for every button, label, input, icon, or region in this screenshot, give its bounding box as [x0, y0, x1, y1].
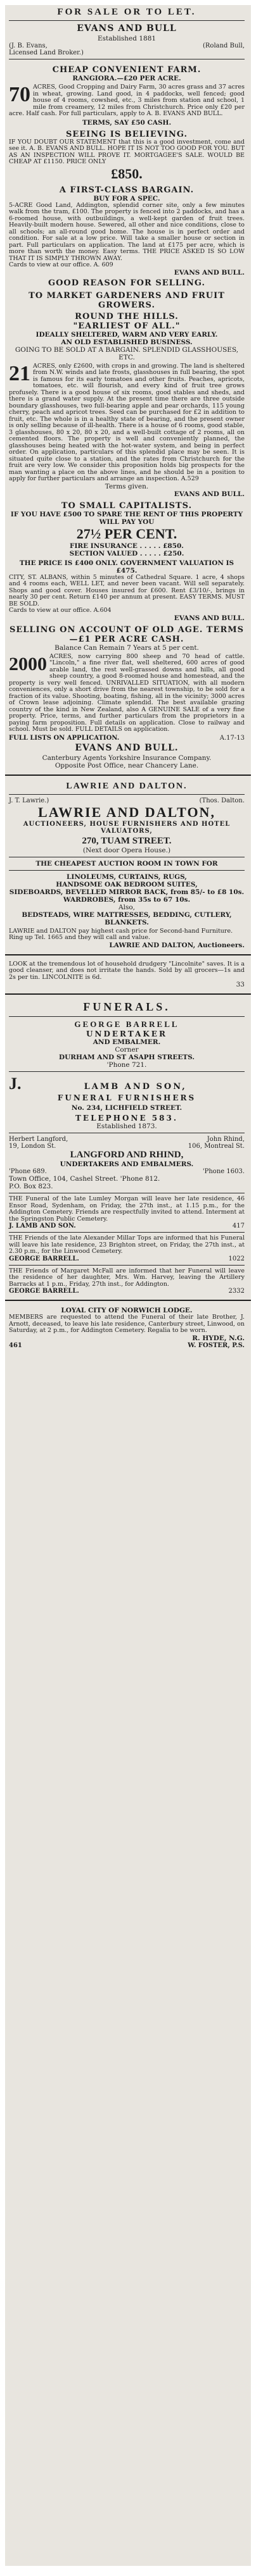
classifieds-header: [5, 5, 251, 63]
section-title: FOR SALE OR TO LET.: [57, 7, 196, 17]
ad-title: A FIRST-CLASS BARGAIN.: [59, 185, 195, 195]
ad-title: CHEAP CONVENIENT FARM.: [52, 65, 202, 75]
funerals-section: [5, 999, 251, 1296]
ad-price: £850.: [111, 165, 143, 182]
ad-lawrie-dalton: [5, 780, 251, 950]
ad-title: TO MARKET GARDENERS AND FRUIT GROWERS.: [29, 290, 225, 310]
lawrie-body: LAWRIE and DALTON pay highest cash price for Second-hand Furniture.: [9, 927, 233, 935]
notice-body: THE Friends of Margaret McFall are informed that her Funeral will leave the residence of her daughter, Mrs. Wm. Harvey, leaving the Artillery Barracks at 1 p.m., Friday, 27th inst., for Addington.: [9, 1267, 245, 1288]
lawrie-footer: LAWRIE AND DALTON, Auctioneers.: [109, 941, 245, 949]
barrell-role-2: AND EMBALMER.: [93, 1038, 161, 1046]
notice-sign: GEORGE BARRELL.: [9, 1288, 79, 1295]
ad-lead-number: 70: [9, 83, 30, 106]
ad-title: SEEING IS BELIEVING.: [65, 129, 188, 139]
ad-body: IF YOU HAVE £500 TO SPARE THE RENT OF THIS PROPERTY WILL PAY YOU: [10, 510, 243, 526]
ad-signature: EVANS AND BULL.: [75, 742, 179, 753]
divider: [9, 1232, 245, 1233]
lawrie-near: (Next door Opera House.): [82, 846, 171, 854]
funeral-notice-2: [9, 1235, 245, 1262]
ad-old-established: AN OLD ESTABLISHED BUSINESS.: [61, 338, 193, 346]
langford-title: LANGFORD AND RHIND,: [70, 1150, 184, 1160]
divider: [9, 1071, 245, 1072]
ad-ref: A.17-13: [219, 734, 245, 742]
langford-left: Herbert Langford,: [9, 1136, 68, 1143]
lodge-footer-left: 461: [9, 1341, 22, 1349]
langford-role: UNDERTAKERS AND EMBALMERS.: [60, 1160, 194, 1168]
notice-body: THE Funeral of the late Lumley Morgan will leave her late residence, 46 Ensor Road, Sydenham, on Friday, the 27th inst., at 1.15 p.m., for the Addington Cemetery. Friends are respectfully invited to attend. Interment at the Springston Public Cemetery.: [9, 1195, 245, 1223]
lamb-role: FUNERAL FURNISHERS: [57, 1093, 196, 1102]
divider: [9, 794, 245, 795]
langford-left-2: 19, London St.: [9, 1143, 56, 1150]
ad-fire-insurance: FIRE INSURANCE . . . . . £850.: [70, 542, 184, 550]
ad-title: TO SMALL CAPITALISTS.: [61, 501, 193, 511]
notice-ref: 1022: [228, 1255, 245, 1262]
notice-ref: 2332: [228, 1288, 245, 1295]
divider: [9, 20, 245, 21]
lawrie-line-2: HANDSOME OAK BEDROOM SUITES,: [56, 880, 198, 888]
lawrie-line-3: SIDEBOARDS, BEVELLED MIRROR BACK, from 85/- to £8 10s.: [9, 888, 245, 896]
ad-body-2: CITY, ST. ALBANS, within 5 minutes of Cathedral Square. 1 acre, 4 shops and 4 rooms each, WELL LET, and never been vacant. Will sell separately. Shops and good cover. Houses insured for £600. Rent £3/10/-, brings in nearly 30 per cent. Return £140 per annum at present. EASY TERMS. MUST BE SOLD.: [9, 573, 245, 607]
divider: [9, 1016, 245, 1017]
ad-footer: Cards to view at our office. A. 609: [9, 261, 113, 268]
ad-agents: Canterbury Agents Yorkshire Insurance Company.: [42, 754, 212, 762]
ad-footer: Cards to view at our office. A.604: [9, 607, 112, 614]
ad-price: THE PRICE IS £400 ONLY. GOVERNMENT VALUATION IS £475.: [19, 559, 234, 575]
ad-lead-number: 21: [9, 361, 30, 385]
ad-lamb-and-son: [9, 1074, 245, 1130]
ad-ideally: IDEALLY SHELTERED, WARM AND VERY EARLY.: [35, 330, 218, 339]
ad-opposite: Opposite Post Office, near Chancery Lane.: [54, 761, 199, 769]
divider: [5, 954, 251, 955]
lawrie-phone: Ring up Tel. 1665 and they will call and value.: [9, 934, 151, 941]
divider: [5, 775, 251, 776]
ad-splendid: GOING TO BE SOLD AT A BARGAIN. SPLENDID GLASSHOUSES, ETC.: [15, 345, 239, 361]
lawrie-title: LAWRIE AND DALTON,: [38, 804, 215, 820]
lamb-address: No. 234, LICHFIELD STREET.: [71, 1104, 182, 1112]
lamb-initial: J.: [9, 1074, 22, 1093]
agents-line: [9, 42, 245, 49]
ad-signature: EVANS AND BULL.: [174, 490, 245, 498]
agent-left: (J. B. Evans,: [9, 42, 48, 49]
barrell-phone: 'Phone 721.: [106, 1061, 147, 1069]
ad-seeing-believing: [5, 128, 251, 184]
notice-ref: 417: [232, 1223, 245, 1229]
lawrie-line-6: BEDSTEADS, WIRE MATTRESSES, BEDDING, CUTLERY, BLANKETS.: [22, 911, 232, 926]
lawrie-banner: LAWRIE AND DALTON.: [66, 781, 188, 791]
lincolnite-body: LOOK at the tremendous lot of household drudgery "Lincolnite" saves. It is a good cleanser, and does not irritate the hands. Sold by all grocers—1s and 2s per tin. LINCOLNITE is 6d.: [9, 960, 245, 981]
lodge-footer-right: W. FOSTER, P.S.: [188, 1341, 245, 1349]
barrell-role: UNDERTAKER: [86, 1030, 167, 1038]
ad-body: ACRES, now carrying 800 sheep and 70 head of cattle. "Lincoln," a fine river flat, well sheltered, 600 acres of good arable land, the rest well-grassed downs and hills, all good sheep country, a good 8-roomed house and homestead, and the property is very well fenced. UNRIVALLED SITUATION, with all modern conveniences, only a short drive from the nearest township, to be sold for a fraction of its value. Shooting, boating, fishing, all in the vicinity; 3000 acres of Crown lease adjoining. Climate splendid. The best available grazing country of the kind in New Zealand, also A GENUINE SALE of a very fine property. Price, terms, and further particulars from the proprietors in a paying farm proposition. Full details on application. Close to railway and school. Must be sold. FULL DETAILS on application.: [9, 652, 245, 733]
langford-town: Town Office, 104, Cashel Street. 'Phone 812.: [9, 1175, 160, 1183]
established-line: Established 1881: [97, 35, 157, 42]
ad-subheading: GOOD REASON FOR SELLING.: [48, 278, 206, 288]
lodge-notice: [5, 1305, 251, 1350]
partner-left: J. T. Lawrie.): [9, 797, 49, 804]
ad-first-class-bargain: [5, 184, 251, 289]
lamb-name: LAMB AND SON,: [84, 1082, 187, 1092]
lamb-established: Established 1873.: [96, 1123, 157, 1130]
barrell-corner: Corner: [115, 1046, 139, 1054]
funeral-notice-1: [9, 1196, 245, 1229]
ad-lincolnite: [5, 959, 251, 990]
ad-footer: FULL LISTS ON APPLICATION.: [9, 734, 120, 742]
divider: [5, 993, 251, 995]
divider: [9, 870, 245, 871]
ad-market-gardeners: [5, 289, 251, 499]
newspaper-column: [5, 5, 251, 2566]
lodge-sign: R. HYDE, N.G.: [192, 1334, 245, 1342]
divider: [5, 1300, 251, 1301]
ad-subtitle: BUY FOR A SPEC.: [93, 194, 160, 202]
notice-sign: GEORGE BARRELL.: [9, 1255, 79, 1262]
ad-signature: EVANS AND BULL.: [174, 268, 245, 277]
ad-body: ACRES, only £2600, with crops in and growing. The land is sheltered from N.W. winds and late frosts, glasshouses in full bearing, the spot is famous for its early tomatoes and other fruits. Peaches, apricots, tomatoes, etc. will flourish, and every kind of fruit tree grows profusely. There is a good house of six rooms, good stables and sheds, and there is a grand water supply. At the present time there are three outside boundary glasshouses, two full-bearing apple and pear orchards, 115 young cherry, peach and apricot trees. Seed can be purchased for £2 in addition to fruit, etc. The whole is in a healthy state of bearing, and the present owner is only selling because of ill-health. There is a house of 6 rooms, good stable, 3 glasshouses, 80 x 20, 80 x 20, and a well-built cottage of 2 rooms, all on cemented floors. The property is well and conveniently planned, the glasshouses being heated with the hot-water system, and being in perfect order. On application, particulars of this splendid place may be seen. It is situated quite close to a station, and the rates from Christchurch for the fruit are very low. We consider this proposition holds big prospects for the man wanting a place on the above lines, and he should be in a position to apply for further particulars and arrange an inspection. A.529: [9, 362, 245, 482]
notice-sign: J. LAMB AND SON.: [9, 1223, 76, 1229]
ad-location: RANGIORA.—£20 PER ACRE.: [72, 75, 181, 82]
langford-right-2: 106, Montreal St.: [188, 1143, 245, 1150]
ad-percent: 27½ PER CENT.: [76, 525, 177, 542]
funerals-title: FUNERALS.: [83, 1000, 170, 1013]
ad-footer: TERMS, SAY £50 CASH.: [82, 118, 172, 127]
ad-round-hills: ROUND THE HILLS.: [75, 311, 179, 321]
lawrie-role: AUCTIONEERS, HOUSE FURNISHERS AND HOTEL VALUATORS,: [23, 820, 231, 835]
lawrie-line-4: WARDROBES, from 35s to 67 10s.: [63, 895, 191, 904]
lincolnite-ref: 33: [236, 981, 245, 988]
ad-langford-rhind: [9, 1136, 245, 1190]
agent-left-2: Licensed Land Broker.): [9, 49, 84, 56]
lawrie-line-1: LINOLEUMS, CURTAINS, RUGS,: [67, 873, 187, 881]
lawrie-partners: [9, 797, 245, 804]
lawrie-address: 270, TUAM STREET.: [82, 835, 172, 846]
lawrie-cheapest: THE CHEAPEST AUCTION ROOM IN TOWN FOR: [35, 859, 218, 868]
langford-phone-2: 'Phone 1603.: [202, 1168, 245, 1175]
agent-right: (Roland Bull,: [203, 42, 245, 49]
ad-body: 5-ACRE Good Land, Addington, splendid corner site, only a few minutes walk from the tram, £100. The property is fenced into 2 paddocks, and has a 6-roomed house, with outbuildings, a well-kept garden of fruit trees. Heavily-built modern house. Sewered, all other and nice conditions, close to all schools; an all-round good home. The house is in perfect order and condition. For sale at a low price. Will take a smaller house or section in part. Full particulars on application. The land at £175 per acre, which is more than worth the money. Easy terms. THE PRICE ASKED IS SO LOW THAT IT IS SIMPLY THROWN AWAY.: [9, 201, 245, 262]
barrell-address: DURHAM AND ST ASAPH STREETS.: [58, 1054, 195, 1061]
ad-earliest: "EARLIEST OF ALL.": [73, 321, 181, 331]
advertiser-name: EVANS AND BULL: [77, 23, 177, 34]
funeral-notice-3: [9, 1268, 245, 1295]
ad-small-capitalists: [5, 499, 251, 623]
barrell-name: GEORGE BARRELL: [74, 1019, 179, 1029]
notice-body: THE Friends of the late Alexander Millar Tops are informed that his Funeral will leave his late residence, 23 Brighton street, on Friday, the 27th inst., at 2.30 p.m., for the Linwood Cemetery.: [9, 1235, 245, 1255]
langford-box: P.O. Box 823.: [9, 1183, 53, 1190]
ad-george-barrell: [9, 1019, 245, 1069]
lodge-body: MEMBERS are requested to attend the Funeral of their late Brother, J. Arnott, deceased, to leave his late residence, Canterbury street, Linwood, on Saturday, at 2 p.m., for Addington Cemetery. Regalia to be worn.: [9, 1314, 245, 1334]
ad-title: SELLING ON ACCOUNT OF OLD AGE. TERMS—£1 PER ACRE CASH.: [9, 625, 245, 644]
partner-right: (Thos. Dalton.: [199, 797, 245, 804]
ad-section-valued: SECTION VALUED . . . . . £250.: [69, 549, 184, 557]
lamb-phone: TELEPHONE 583.: [75, 1114, 178, 1123]
ad-cheap-farm: [5, 63, 251, 128]
lodge-title: LOYAL CITY OF NORWICH LODGE.: [61, 1307, 193, 1314]
lawrie-line-5: Also,: [118, 903, 135, 911]
langford-right: John Rhind,: [207, 1136, 245, 1143]
ad-signature: EVANS AND BULL.: [174, 614, 245, 622]
ad-body: ACRES, Good Cropping and Dairy Farm, 30 acres grass and 37 acres in wheat, growing. Land good, in 4 paddocks, well fenced; good house of 4 rooms, cowshed, etc., 3 miles from station and school, 1 mile from creamery, 12 miles from Christchurch. Price only £20 per acre. Half cash. For full particulars, apply to A. B. EVANS AND BULL.: [9, 84, 245, 117]
ad-selling-old-age: [5, 623, 251, 771]
ad-body-0: Balance Can Remain 7 Years at 5 per cent.: [54, 644, 199, 652]
divider: [9, 1265, 245, 1266]
langford-phone: 'Phone 689.: [9, 1168, 47, 1175]
ad-terms: Terms given.: [105, 482, 149, 490]
ad-lead-number: 2000: [9, 653, 47, 675]
ad-body: IF YOU DOUBT OUR STATEMENT that this is a good investment, come and see it. A. B. EVANS AND BULL. HOPE IT IS NOT TOO GOOD FOR YOU. BUT AS AN INSPECTION WILL PROVE IT. MORTGAGEE'S SALE. WOULD BE CHEAP AT £1150. PRICE ONLY: [9, 138, 245, 165]
